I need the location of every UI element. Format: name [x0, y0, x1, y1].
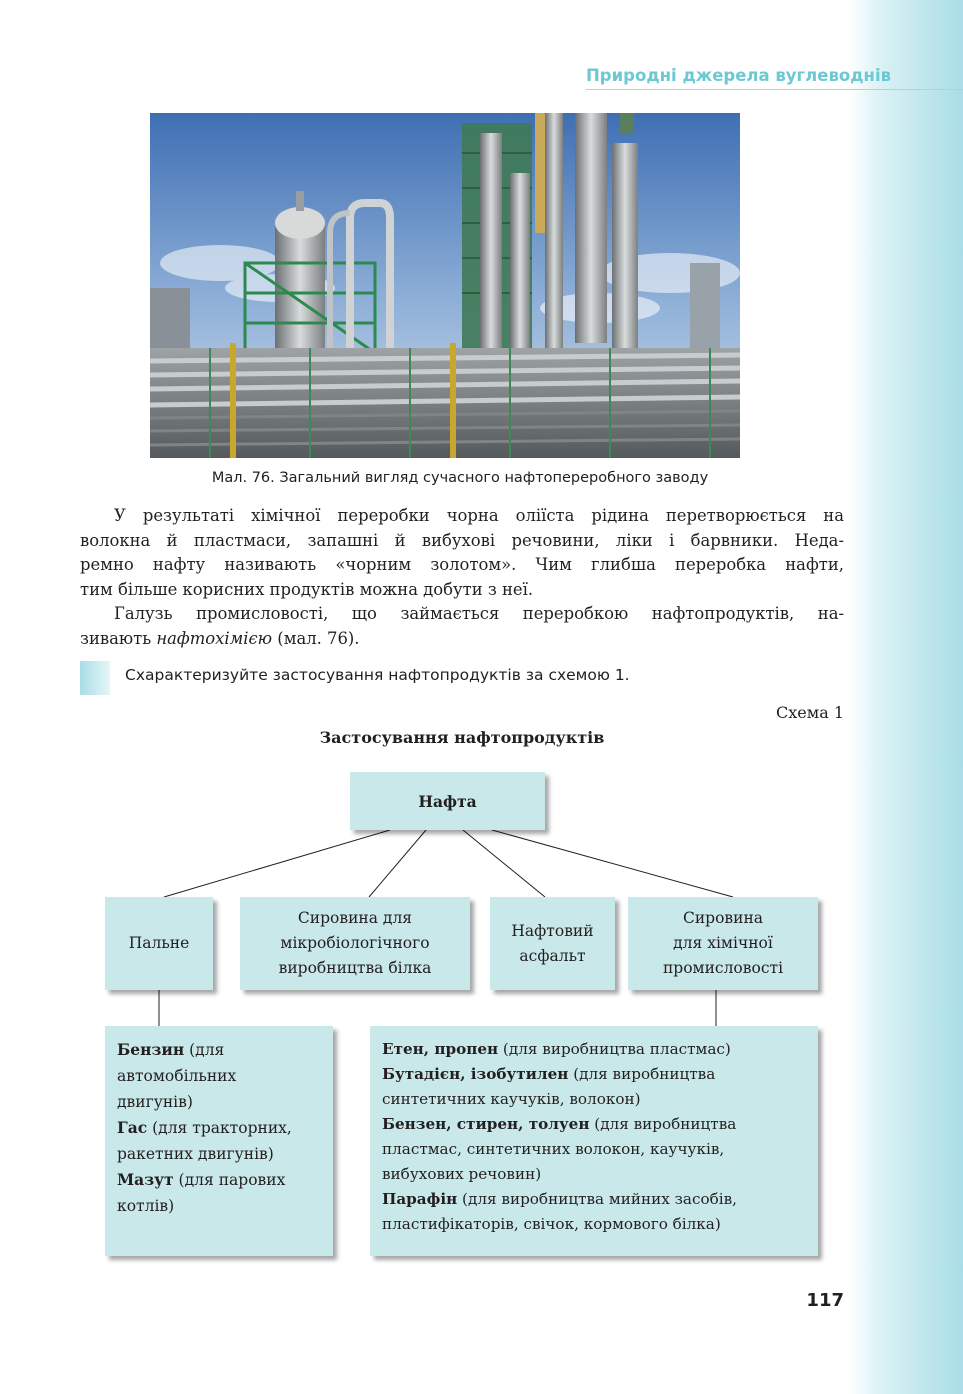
detail-line	[382, 1037, 806, 1062]
product-use: пластмас, синтетичних волокон, каучуків,	[382, 1140, 725, 1158]
branch-label-line: Сировина	[682, 909, 764, 927]
product-use: (для тракторних,	[147, 1119, 292, 1137]
product-name: Парафін	[382, 1190, 458, 1208]
detail-line	[117, 1089, 321, 1115]
branch-microbio-raw	[240, 897, 470, 990]
product-name: Гас	[117, 1118, 148, 1137]
product-use: (для виробництва пластмас)	[498, 1040, 731, 1058]
product-use: (для	[184, 1041, 225, 1059]
product-name: Мазут	[117, 1170, 174, 1189]
fuel-details	[105, 1026, 333, 1256]
product-use: автомобільних	[117, 1067, 237, 1085]
product-use: (для виробництва	[589, 1115, 737, 1133]
branch-label-line: для хімічної	[673, 934, 773, 952]
branch-fuel	[105, 897, 213, 990]
paragraph-line: Галузь промисловості, що займається переробкою нафтопродуктів, на-	[114, 604, 844, 623]
product-use: (для виробництва	[568, 1065, 716, 1083]
paragraph-line: ремно нафту називають «чорним золотом». Чим глибша переробка нафти,	[80, 555, 844, 574]
product-use: (для виробництва мийних засобів,	[457, 1190, 737, 1208]
product-use: ракетних двигунів)	[117, 1145, 274, 1163]
branch-label: Пальне	[128, 934, 190, 952]
text-run: зивають	[80, 628, 157, 648]
detail-line	[382, 1212, 806, 1237]
detail-line	[382, 1112, 806, 1137]
detail-line	[382, 1062, 806, 1087]
text-run: (мал. 76).	[272, 628, 360, 648]
product-name: Бензен, стирен, толуен	[382, 1115, 590, 1133]
product-name: Етен, пропен	[382, 1040, 499, 1058]
product-use: вибухових речовин)	[382, 1165, 542, 1183]
schema-label: Схема 1	[776, 703, 844, 722]
branch-chemical-raw	[628, 897, 818, 990]
detail-line	[117, 1193, 321, 1219]
detail-line	[117, 1141, 321, 1167]
page-number: 117	[806, 1290, 844, 1311]
root-node-label: Нафта	[418, 791, 477, 811]
paragraph-line: тим більше корисних продуктів можна добути з неї.	[80, 579, 534, 599]
branch-asphalt	[490, 897, 615, 990]
branch-label-line: Сировина для	[297, 909, 413, 927]
detail-line	[117, 1115, 321, 1141]
detail-line	[117, 1167, 321, 1193]
branch-label-line: Нафтовий	[511, 921, 594, 940]
schema-title: Застосування нафтопродуктів	[319, 728, 605, 747]
branch-label-line: виробництва білка	[278, 959, 432, 977]
product-use: котлів)	[117, 1197, 175, 1215]
product-name: Бутадієн, ізобутилен	[382, 1065, 569, 1083]
root-node-oil	[350, 772, 545, 830]
detail-line	[117, 1063, 321, 1089]
running-header: Природні джерела вуглеводнів	[586, 66, 892, 85]
detail-line	[382, 1162, 806, 1187]
paragraph-line: волокна й пластмаси, запашні й вибухові речовини, ліки і барвники. Неда-	[80, 530, 844, 550]
product-use: (для парових	[173, 1171, 286, 1189]
product-name: Бензин	[117, 1040, 185, 1059]
branch-label-line: асфальт	[519, 946, 586, 965]
detail-line	[117, 1037, 321, 1063]
task-text: Схарактеризуйте застосування нафтопродуктів за схемою 1.	[125, 666, 630, 684]
branch-label-line: мікробіологічного	[280, 934, 430, 952]
branch-label-line: промисловості	[662, 959, 784, 977]
product-use: двигунів)	[117, 1093, 193, 1111]
term-petrochemistry: нафтохімією	[156, 628, 273, 648]
product-use: синтетичних каучуків, волокон)	[382, 1090, 641, 1108]
product-use: пластифікаторів, свічок, кормового білка)	[382, 1215, 721, 1233]
paragraph-line: У результаті хімічної переробки чорна оліїста рідина перетворюється на	[114, 506, 844, 525]
detail-line	[382, 1137, 806, 1162]
figure-caption: Мал. 76. Загальний вигляд сучасного нафтопереробного заводу	[211, 470, 709, 486]
chemical-details	[370, 1026, 818, 1256]
detail-line	[382, 1087, 806, 1112]
detail-line	[382, 1187, 806, 1212]
